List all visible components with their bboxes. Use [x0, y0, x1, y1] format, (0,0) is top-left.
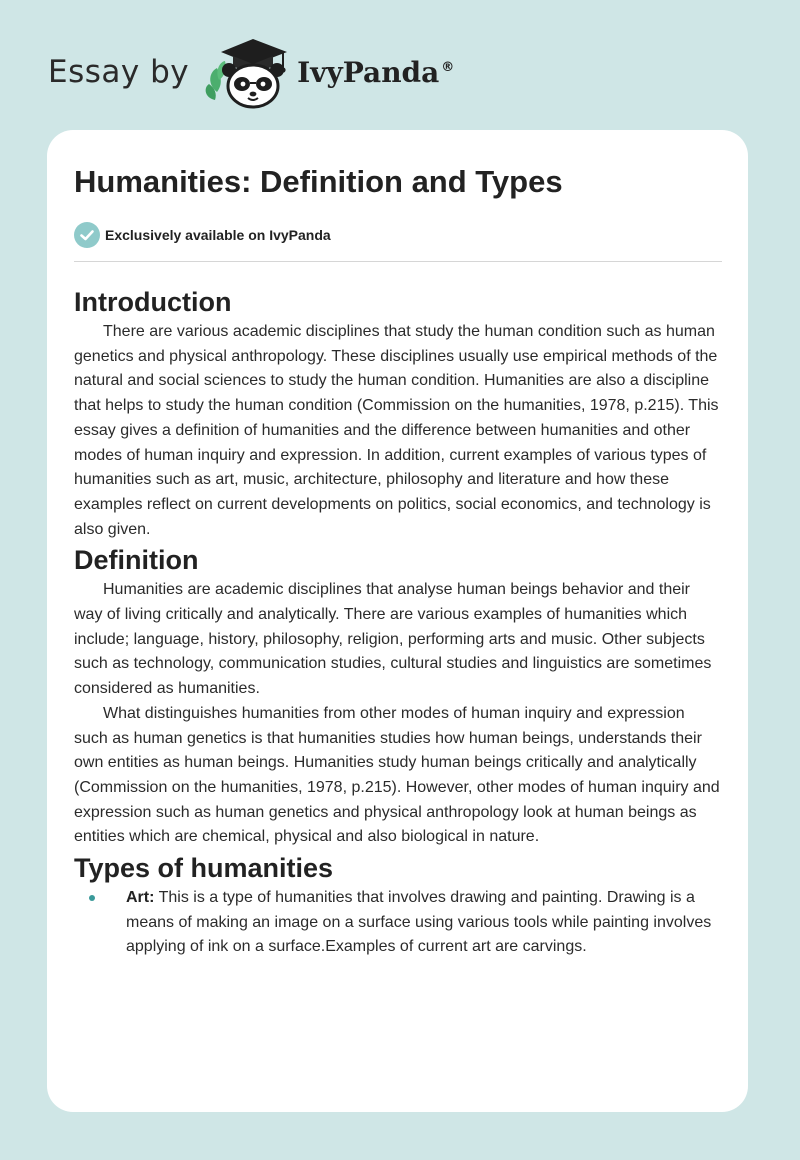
paragraph-definition-2: What distinguishes humanities from other modes of human inquiry and expression such as human genetics is that humanities studies how human beings, understands their own entities as human beings. Humanities study human beings critically and analytically (Commission on the humanities, 1978, p.215). However, other modes of human inquiry and expression such as human genetics and physical anthropology look at human beings as entities which are chemical, physical and also biological in nature. [74, 704, 720, 846]
types-list [74, 886, 722, 960]
section-heading-introduction: Introduction [74, 287, 232, 317]
paragraph-definition-1: Humanities are academic disciplines that analyse human beings behavior and their way of living critically and analytically. There are various examples of humanities which include; language, history, philosophy, religion, performing arts and music. Other subjects such as technology, communication studies, cultural studies and linguistics are sometimes considered as humanities. [74, 581, 712, 698]
paragraph-introduction-1: There are various academic disciplines that study the human condition such as human genetics and physical anthropology. These disciplines usually use empirical methods of the natural and social sciences to study the human condition. Humanities are also a discipline that helps to study the human condition (Commission on the humanities, 1978, p.215). This essay gives a definition of humanities and the difference between humanities and other modes of human inquiry and expression. In addition, current examples of various types of humanities such as art, music, architecture, philosophy and literature and how these examples reflect on current developments on politics, social economics, and technology is also given. [74, 323, 719, 538]
list-item-art [74, 886, 722, 960]
title-divider [74, 261, 722, 262]
site-brand[interactable] [48, 34, 454, 110]
section-heading-types: Types of humanities [74, 853, 334, 884]
bullet-dot-icon [89, 895, 95, 901]
brand-prefix: Essay by [48, 54, 190, 90]
list-item-term: Art: [126, 889, 155, 907]
section-heading-definition: Definition [74, 545, 199, 576]
list-item-text: This is a type of humanities that involves drawing and painting. Drawing is a means of making an image on a surface using various tools while painting involves applying of ink on a surface.Examples of current art are carvings. [126, 889, 712, 956]
exclusive-badge [74, 222, 331, 248]
essay-card [47, 130, 748, 1112]
check-circle-icon [74, 222, 100, 248]
exclusive-label: Exclusively available on IvyPanda [105, 227, 331, 243]
panda-logo-icon [203, 34, 295, 110]
brand-registered-mark: ® [441, 60, 455, 76]
brand-name: IvyPanda ® [297, 55, 455, 89]
page-title: Humanities: Definition and Types [74, 164, 563, 199]
essay-body [74, 284, 722, 960]
